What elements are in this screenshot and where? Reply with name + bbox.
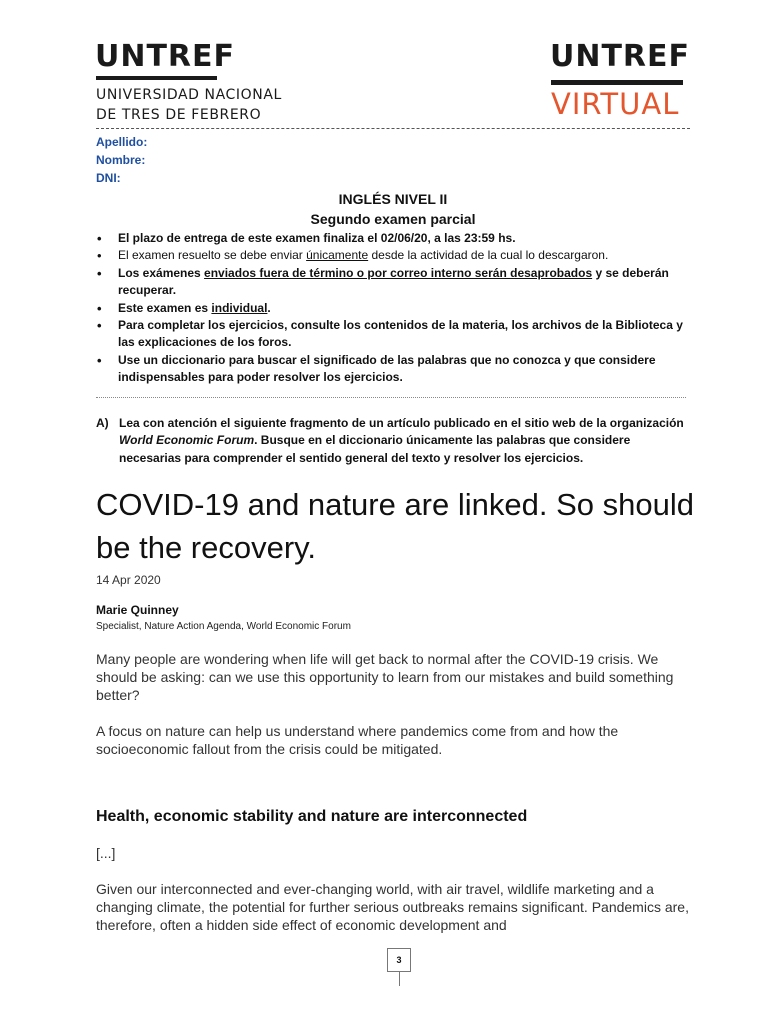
virtual-logo-bar bbox=[551, 80, 683, 85]
rule-text: El examen resuelto se debe enviar bbox=[118, 248, 307, 263]
instruction-text: Lea con atención el siguiente fragmento de un artículo publicado en el sitio web de la organización bbox=[119, 416, 684, 430]
header-divider bbox=[96, 128, 690, 129]
article-paragraph: Many people are wondering when life will get back to normal after the COVID-19 crisis. We should be asking: can we use this opportunity to learn from our mistakes and build something better? bbox=[96, 651, 674, 703]
rule-text: Para completar los ejercicios, consulte los contenidos de la materia, los archivos de la bbox=[118, 318, 616, 333]
rule-text: desde la actividad de la cual lo descargaron. bbox=[368, 248, 609, 263]
rule-dictionary bbox=[96, 352, 690, 387]
dni-field-label: DNI: bbox=[96, 171, 121, 185]
author-role: Specialist, Nature Action Agenda, World Economic Forum bbox=[96, 621, 351, 632]
rule-bold: Biblioteca bbox=[615, 318, 673, 333]
instruction-text: . Busque en el diccionario únicamente las palabras que considere necesarias para comprender el sentido general del texto y resolver los ejercicios. bbox=[119, 433, 631, 465]
rule-text: Este examen es bbox=[118, 300, 212, 315]
author-name: Marie Quinney bbox=[96, 603, 179, 617]
apellido-field-label: Apellido: bbox=[96, 135, 148, 149]
rule-resources bbox=[96, 317, 690, 352]
logo-underline bbox=[96, 76, 217, 80]
article-section-heading: Health, economic stability and nature are interconnected bbox=[96, 808, 528, 825]
exam-title: INGLÉS NIVEL II bbox=[338, 191, 448, 207]
virtual-logo-label: VIRTUAL bbox=[551, 87, 680, 121]
article-paragraph: A focus on nature can help us understand where pandemics come from and how the socioeconomic fallout from the crisis could be mitigated. bbox=[96, 723, 619, 757]
rule-text: y se deberán recuperar. bbox=[118, 265, 669, 298]
page-number: 3 bbox=[387, 948, 411, 972]
section-divider bbox=[96, 397, 686, 398]
rule-text: . bbox=[267, 300, 271, 315]
rule-underlined: individual bbox=[211, 300, 268, 315]
untref-logo-wordmark: UNTREF bbox=[95, 39, 236, 74]
nombre-field-label: Nombre: bbox=[96, 153, 146, 167]
rule-deadline-text: El plazo de entrega de este examen finaliza el 02/06/20, a las 23:59 hs. bbox=[118, 231, 516, 245]
rule-individual bbox=[96, 300, 690, 317]
rule-send-only bbox=[96, 247, 690, 264]
rule-text: y las explicaciones de los foros. bbox=[118, 318, 683, 350]
rule-text: Use un diccionario para buscar el significado de las palabras que no conozca y que considere indispensables para poder resolver los ejercicios. bbox=[118, 352, 656, 385]
rule-deadline bbox=[96, 230, 690, 247]
rule-late-submissions bbox=[96, 265, 690, 300]
organization-name: World Economic Forum bbox=[119, 433, 255, 448]
section-a-letter: A) bbox=[96, 416, 109, 430]
article-title: COVID-19 and nature are linked. So should be the recovery. bbox=[96, 487, 694, 565]
rule-underlined: únicamente bbox=[306, 248, 369, 263]
rule-underlined: enviados fuera de término o por correo interno serán desaprobados bbox=[204, 265, 593, 280]
university-name-line2: DE TRES DE FEBRERO bbox=[96, 107, 262, 123]
article-date: 14 Apr 2020 bbox=[96, 573, 161, 587]
page-number-tick bbox=[399, 972, 400, 986]
university-name-line1: UNIVERSIDAD NACIONAL bbox=[96, 87, 282, 103]
section-a-instructions bbox=[119, 415, 691, 467]
untref-virtual-logo-wordmark: UNTREF bbox=[550, 39, 691, 74]
article-paragraph: Given our interconnected and ever-changing world, with air travel, wildlife marketing and a changing climate, the potential for further serious outbreaks remains significant. Pandemics are, therefore, often a hidden side effect of economic development and bbox=[96, 881, 689, 933]
rule-text: Los exámenes bbox=[118, 265, 205, 280]
exam-subtitle: Segundo examen parcial bbox=[310, 211, 476, 227]
omitted-text-marker: [...] bbox=[96, 845, 116, 861]
exam-rules-list bbox=[96, 230, 690, 387]
